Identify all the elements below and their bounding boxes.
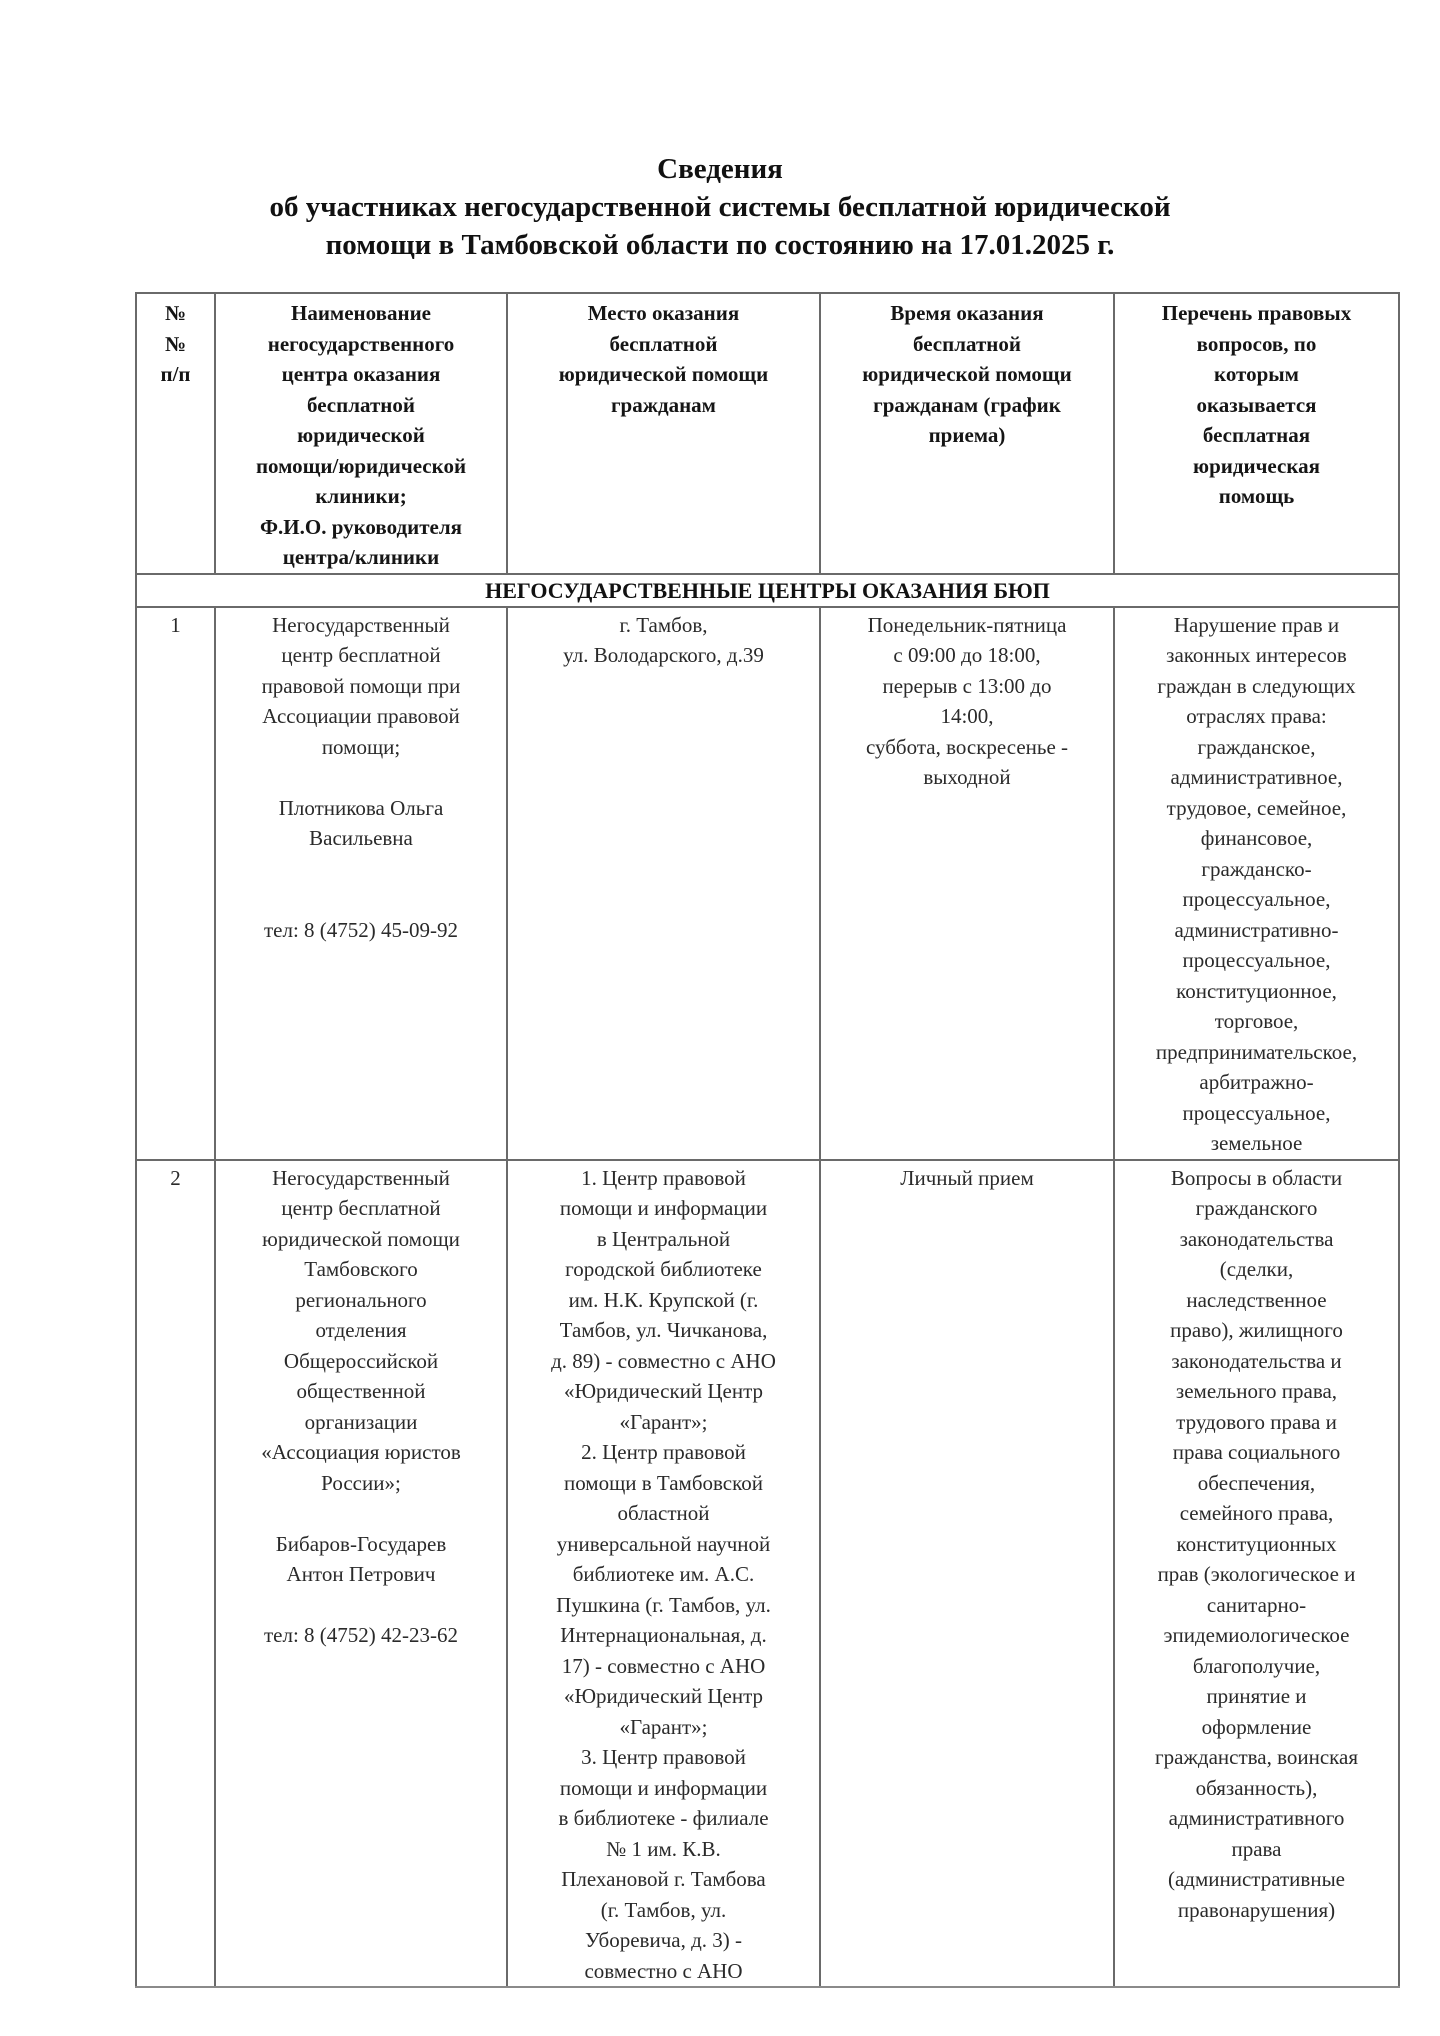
row-place: 1. Центр правовой помощи и информации в Центральной городской библиотеке им. Н.К. Крупской (г. Тамбов, ул. Чичканова, д. 89) - совместно с АНО «Юридический Центр «Гарант»; 2. Центр правовой помощи в Тамбовской областной универсальной научной библиотеке им. А.С. Пушкина (г. Тамбов, ул. Интернациональная, д. 17) - совместно с АНО «Юридический Центр «Гарант»; 3. Центр правовой помощи и информации в библиотеке - филиале № 1 им. К.В. Плехановой г. Тамбова (г. Тамбов, ул. Уборевича, д. 3) - совместно с АНО — [507, 1160, 820, 1988]
row-center-name: Негосударственный центр бесплатной юридической помощи Тамбовского регионального отделения Общероссийской общественной организации «Ассоциация юристов России»; Бибаров-Государев Антон Петрович тел: 8 (4752) 42-23-62 — [215, 1160, 507, 1988]
section-title: НЕГОСУДАРСТВЕННЫЕ ЦЕНТРЫ ОКАЗАНИЯ БЮП — [136, 574, 1399, 607]
header-center-name: Наименование негосударственного центра оказания бесплатной юридической помощи/юридической клиники; Ф.И.О. руководителя центра/клиники — [215, 293, 507, 574]
table-row — [136, 607, 1399, 1160]
table-header-row — [136, 293, 1399, 574]
header-issues: Перечень правовых вопросов, по которым оказывается бесплатная юридическая помощь — [1114, 293, 1399, 574]
participants-table — [135, 292, 1400, 1988]
row-number: 1 — [136, 607, 215, 1160]
row-center-name: Негосударственный центр бесплатной правовой помощи при Ассоциации правовой помощи; Плотникова Ольга Васильевна тел: 8 (4752) 45-09-92 — [215, 607, 507, 1160]
header-place: Место оказания бесплатной юридической помощи гражданам — [507, 293, 820, 574]
row-issues: Вопросы в области гражданского законодательства (сделки, наследственное право), жилищного законодательства и земельного права, трудового права и права социального обеспечения, семейного права, конституционных прав (экологическое и санитарно- эпидемиологическое благополучие, принятие и оформление гражданства, воинская обязанность), административного права (административные правонарушения) — [1114, 1160, 1399, 1988]
row-time: Личный прием — [820, 1160, 1114, 1988]
section-row — [136, 574, 1399, 607]
title-line-2: об участниках негосударственной системы бесплатной юридической — [269, 191, 1171, 223]
row-time: Понедельник-пятница с 09:00 до 18:00, перерыв с 13:00 до 14:00, суббота, воскресенье - выходной — [820, 607, 1114, 1160]
table-row — [136, 1160, 1399, 1988]
title-line-1: Сведения — [657, 153, 783, 185]
header-number: № № п/п — [136, 293, 215, 574]
row-issues: Нарушение прав и законных интересов граждан в следующих отраслях права: гражданское, административное, трудовое, семейное, финансовое, гражданско- процессуальное, административно- процессуальное, конституционное, торговое, предпринимательское, арбитражно- процессуальное, земельное — [1114, 607, 1399, 1160]
row-place: г. Тамбов, ул. Володарского, д.39 — [507, 607, 820, 1160]
document-title — [0, 150, 1440, 264]
row-number: 2 — [136, 1160, 215, 1988]
title-line-3: помощи в Тамбовской области по состоянию на 17.01.2025 г. — [325, 229, 1115, 261]
header-time: Время оказания бесплатной юридической помощи гражданам (график приема) — [820, 293, 1114, 574]
